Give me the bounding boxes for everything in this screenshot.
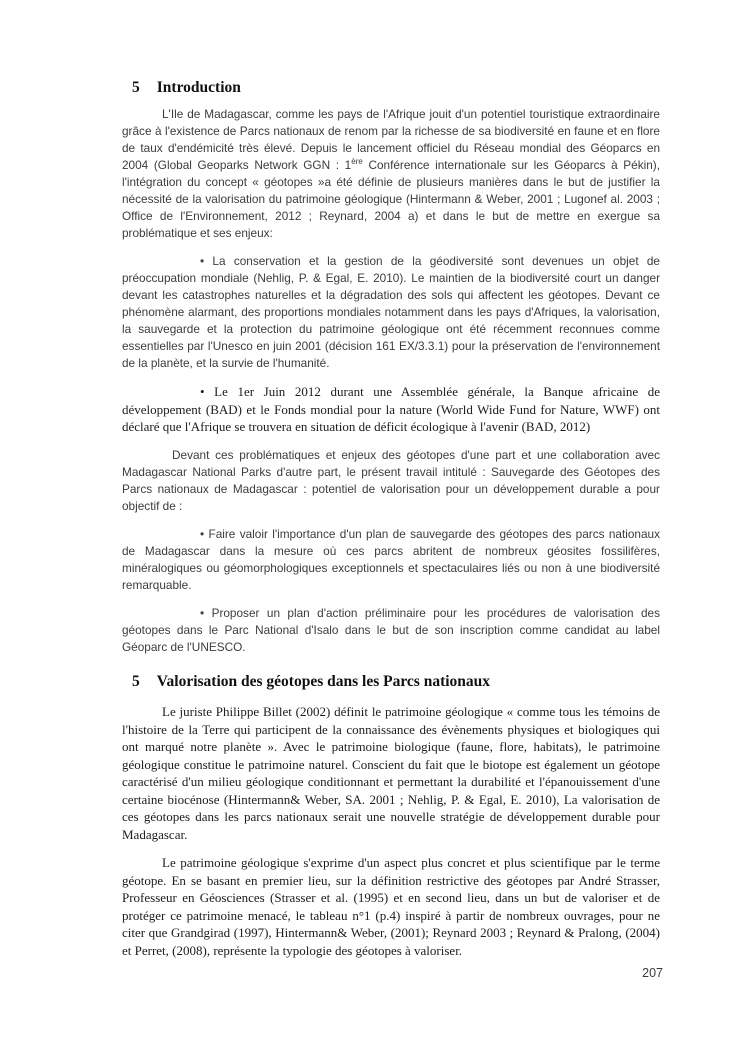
- intro-paragraph: [122, 106, 660, 242]
- ordinal-superscript: ère: [351, 157, 363, 167]
- intro-text-after: Conférence internationale sur les Géoparcs à Pékin), l'intégration du concept « géotopes »a été définie de plusieurs manières dans le but de justifier la nécessité de la valorisation du patrimoine géologique (Hintermann & Weber, 2001 ; Lugonef al. 2003 ; Office de l'Environnement, 2012 ; Reynard, 2004 a) et dans le but de mettre en exergue sa problématique et ses enjeux:: [122, 158, 661, 241]
- paragraph-devant: Devant ces problématiques et enjeux des géotopes d'une part et une collaboration avec Madagascar National Parks d'autre part, le présent travail intitulé : Sauvegarde des Géotopes des Parcs nationaux de Madagascar : potentiel de valorisation pour un développement durable a pour objectif de :: [122, 447, 660, 513]
- bullet-item-bad-wwf: [122, 383, 660, 436]
- section-heading-valorisation: [132, 672, 660, 691]
- intro-text-before: L'Ile de Madagascar, comme les pays de l'Afrique jouit d'un potentiel touristique extraordinaire grâce à l'existence de Parcs nationaux de renom par la richesse de sa biodiversité en faune et en flore de taux d'endémicité très élevé. Depuis le lancement officiel du Réseau mondial des Géoparcs en 2004 (Global Geoparks Network GGN : 1: [122, 107, 660, 173]
- bullet-text: Proposer un plan d'action préliminaire pour les procédures de valorisation des géotopes dans le Parc National d'Isalo dans le but de son inscription comme candidat au label Géoparc de l'UNESCO.: [122, 605, 660, 654]
- bullet-item-conservation: [122, 253, 660, 372]
- section-number: 5: [132, 672, 140, 690]
- section-title: Introduction: [156, 79, 241, 96]
- bullet-icon: •: [200, 254, 205, 269]
- section-number: 5: [132, 79, 140, 96]
- paragraph-patrimoine: Le patrimoine géologique s'exprime d'un aspect plus concret et plus scientifique par le terme géotope. En se basant en premier lieu, sur la définition restrictive des géotopes par André Strasser, Professeur en Géosciences (Strasser et al. (1995) et en second lieu, dans un but de valoriser et de protéger ce patrimoine menacé, le tableau n°1 (p.4) inspiré à partir de nombreux ouvrages, pour ne citer que Grandgirad (1997), Hintermann& Weber, (2001); Reynard 2003 ; Reynard & Pralong, (2004) et Perret, (2008), représente la typologie des géotopes à valoriser.: [122, 855, 660, 958]
- bullet-icon: •: [200, 384, 205, 400]
- page-content: [122, 78, 660, 970]
- bullet-text: La conservation et la gestion de la géodiversité sont devenues un objet de préoccupation mondiale (Nehlig, P. & Egal, E. 2010). Le maintien de la biodiversité court un danger devant les catastrophes naturelles et la dégradation des sols qui affectent les géotopes. Devant ce phénomène alarmant, des proportions mondiales notamment dans les pays d'Afriques, la valorisation, la sauvegarde et la protection du patrimoine géologique ont été récemment reconnues comme essentielles par l'Unesco en juin 2001 (décision 161 EX/3.3.1) pour la préservation de l'environnement de la planète, et la survie de l'humanité.: [122, 254, 660, 371]
- bullet-item-faire-valoir: [122, 526, 660, 594]
- section-heading-introduction: [132, 78, 660, 97]
- bullet-item-proposer: [122, 605, 660, 656]
- bullet-icon: •: [200, 526, 205, 541]
- paragraph-juriste: Le juriste Philippe Billet (2002) définit le patrimoine géologique « comme tous les témoins de l'histoire de la Terre qui participent de la connaissance des évènements physiques et biologiques qui ont marqué notre planète ». Avec le patrimoine biologique (faune, flore, habitats), le patrimoine géologique constitue le patrimoine naturel. Conscient du fait que le biotope est également un géotope caractérisé d'un milieu géologique conditionnant et permettant la durabilité et l'épanouissement d'une certaine biocénose (Hintermann& Weber, SA. 2001 ; Nehlig, P. & Egal, E. 2010), La valorisation de ces géotopes dans les parcs nationaux serait une nouvelle stratégie de développement durable pour Madagascar.: [122, 704, 660, 842]
- bullet-text: Faire valoir l'importance d'un plan de sauvegarde des géotopes des parcs nationaux de Madagascar dans la mesure où ces parcs abritent de nombreux géosites fossilifères, minéralogiques ou géomorphologiques exceptionnels et spectaculaires liés ou non à une biodiversité remarquable.: [122, 526, 661, 592]
- section-title: Valorisation des géotopes dans les Parcs nationaux: [156, 672, 491, 690]
- bullet-icon: •: [200, 605, 205, 620]
- page-number: 207: [642, 966, 663, 980]
- bullet-text: Le 1er Juin 2012 durant une Assemblée générale, la Banque africaine de développement (BAD) et le Fonds mondial pour la nature (World Wide Fund for Nature, WWF) ont déclaré que l'Afrique se trouvera en situation de déficit écologique à l'avenir (BAD, 2012): [122, 384, 660, 435]
